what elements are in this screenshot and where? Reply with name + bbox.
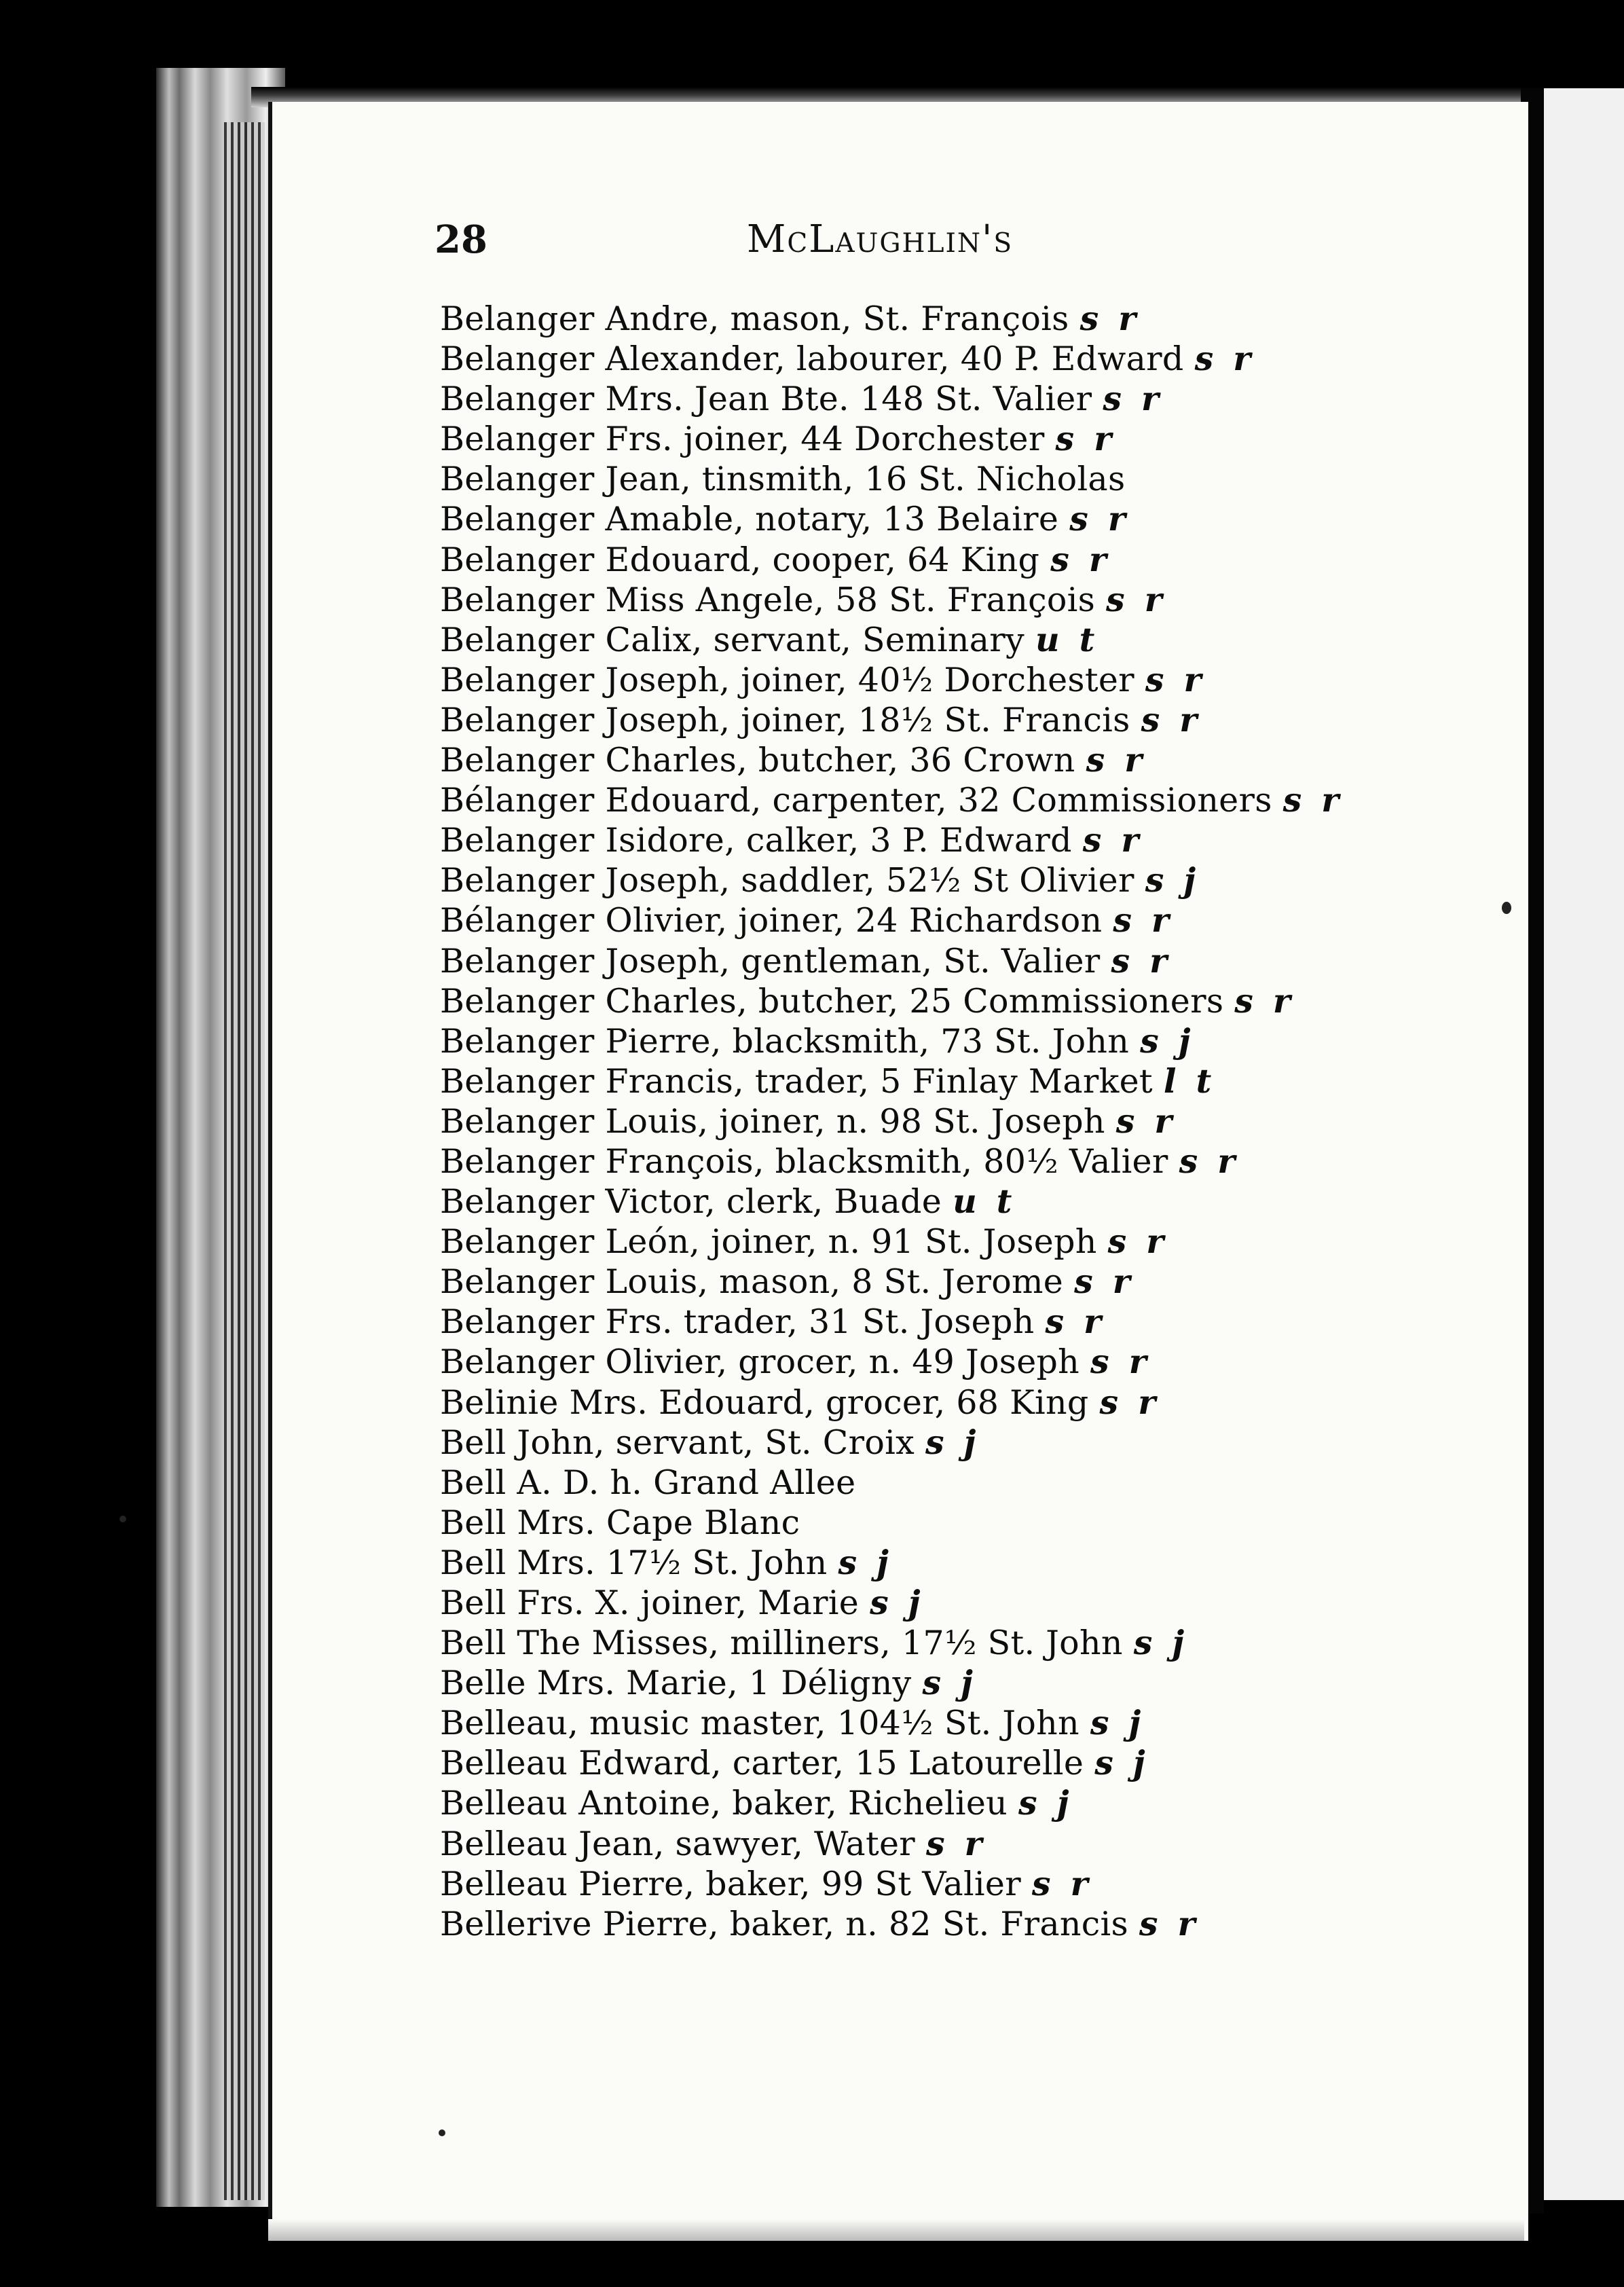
- entry-text: Belanger Olivier, grocer, n. 49 Joseph: [440, 1342, 1080, 1382]
- directory-entry: [440, 900, 1499, 940]
- entry-text: Belleau Antoine, baker, Richelieu: [440, 1784, 1008, 1823]
- entry-ward-code: l t: [1163, 1061, 1216, 1101]
- entry-text: Belanger Andre, mason, St. François: [440, 299, 1069, 338]
- entry-text: Belinie Mrs. Edouard, grocer, 68 King: [440, 1383, 1089, 1422]
- directory-entry: [440, 1623, 1499, 1663]
- entry-text: Belanger Pierre, blacksmith, 73 St. John: [440, 1021, 1130, 1061]
- entry-text: Belanger Louis, joiner, n. 98 St. Joseph: [440, 1101, 1105, 1141]
- entry-text: Belanger Miss Angele, 58 St. François: [440, 580, 1096, 619]
- entry-text: Belanger François, blacksmith, 80½ Valier: [440, 1141, 1168, 1181]
- directory-entry: [440, 1703, 1499, 1743]
- directory-entry: [440, 1423, 1499, 1463]
- entry-text: Bellerive Pierre, baker, n. 82 St. Francis: [440, 1904, 1128, 1943]
- entry-ward-code: s j: [1018, 1783, 1073, 1823]
- directory-entry: [440, 860, 1499, 900]
- directory-entry: [440, 1021, 1499, 1061]
- entry-ward-code: s r: [1194, 339, 1255, 379]
- entry-text: Belanger Joseph, gentleman, St. Valier: [440, 941, 1101, 981]
- directory-entry: [440, 1182, 1499, 1222]
- entry-text: Belanger Victor, clerk, Buade: [440, 1182, 942, 1222]
- entry-text: Belle Mrs. Marie, 1 Déligny: [440, 1664, 912, 1703]
- directory-entry: [440, 339, 1499, 379]
- entry-text: Belanger Louis, mason, 8 St. Jerome: [440, 1262, 1064, 1302]
- entry-text: Bell A. D. h. Grand Allee: [440, 1463, 856, 1502]
- entry-text: Belanger Charles, butcher, 36 Crown: [440, 741, 1075, 780]
- entry-text: Bell The Misses, milliners, 17½ St. John: [440, 1624, 1123, 1663]
- entry-ward-code: s r: [1086, 740, 1147, 780]
- entry-ward-code: u t: [1035, 619, 1099, 659]
- entry-text: Belanger Amable, notary, 13 Belaire: [440, 500, 1059, 539]
- directory-entry: [440, 620, 1499, 660]
- entry-text: Belleau, music master, 104½ St. John: [440, 1704, 1079, 1743]
- entry-ward-code: s r: [1090, 1342, 1151, 1382]
- page-number: 28: [435, 217, 487, 262]
- entry-ward-code: s r: [1106, 579, 1166, 619]
- entry-text: Belanger Alexander, labourer, 40 P. Edward: [440, 340, 1184, 379]
- directory-entry: [440, 580, 1499, 620]
- entry-ward-code: s r: [1099, 1382, 1160, 1422]
- directory-entry: [440, 1383, 1499, 1423]
- entry-ward-code: s r: [1234, 981, 1295, 1021]
- entry-ward-code: s j: [925, 1422, 980, 1462]
- directory-entry: [440, 1583, 1499, 1623]
- entry-ward-code: s r: [1111, 940, 1171, 981]
- entry-ward-code: s r: [1179, 1141, 1240, 1181]
- entry-ward-code: s r: [1282, 780, 1344, 820]
- directory-entry: [440, 1904, 1499, 1944]
- entry-text: Belanger Isidore, calker, 3 P. Edward: [440, 821, 1072, 860]
- directory-entry: [440, 820, 1499, 860]
- directory-entry: [440, 459, 1499, 499]
- entry-text: Bell Mrs. 17½ St. John: [440, 1543, 828, 1582]
- entry-ward-code: u t: [953, 1182, 1016, 1222]
- entry-ward-code: s j: [838, 1542, 893, 1582]
- entry-text: Bell Frs. X. joiner, Marie: [440, 1584, 860, 1622]
- book-page-stack: [224, 122, 265, 2200]
- entry-text: Bell John, servant, St. Croix: [440, 1423, 915, 1462]
- entry-text: Bélanger Edouard, carpenter, 32 Commissioners: [440, 781, 1272, 820]
- directory-entry: [440, 740, 1499, 780]
- directory-entry: [440, 1061, 1499, 1101]
- facing-page-edge: [1544, 88, 1624, 2200]
- entry-text: Belleau Edward, carter, 15 Latourelle: [440, 1744, 1084, 1783]
- directory-entry: [440, 1543, 1499, 1583]
- entry-text: Belleau Pierre, baker, 99 St Valier: [440, 1864, 1021, 1903]
- directory-entry: [440, 941, 1499, 981]
- entry-ward-code: s r: [1082, 820, 1143, 860]
- directory-entry: [440, 780, 1499, 820]
- directory-entry: [440, 1503, 1499, 1543]
- entry-text: Belanger Jean, tinsmith, 16 St. Nicholas: [440, 460, 1126, 499]
- speck-mark: [1502, 902, 1511, 914]
- entry-ward-code: s r: [1069, 499, 1130, 539]
- entry-ward-code: s j: [1140, 1021, 1195, 1061]
- directory-entries: [440, 299, 1499, 1944]
- directory-entry: [440, 379, 1499, 419]
- entry-ward-code: s r: [1045, 1302, 1105, 1342]
- entry-ward-code: s r: [1074, 1262, 1134, 1302]
- entry-ward-code: s r: [1079, 299, 1141, 338]
- entry-ward-code: s j: [1133, 1623, 1189, 1663]
- directory-entry: [440, 1463, 1499, 1503]
- directory-entry: [440, 419, 1499, 459]
- directory-entry: [440, 1262, 1499, 1302]
- entry-ward-code: s j: [1094, 1743, 1149, 1783]
- entry-ward-code: s r: [1050, 539, 1111, 579]
- speck-mark: [119, 1516, 126, 1522]
- entry-text: Belanger León, joiner, n. 91 St. Joseph: [440, 1222, 1097, 1262]
- directory-entry: [440, 1141, 1499, 1182]
- entry-ward-code: s r: [1055, 419, 1116, 459]
- entry-ward-code: s r: [1141, 699, 1202, 739]
- directory-entry: [440, 1663, 1499, 1703]
- directory-entry: [440, 981, 1499, 1021]
- running-title: McLaughlin's: [747, 217, 1014, 261]
- entry-ward-code: s r: [1139, 1903, 1200, 1943]
- entry-text: Belanger Frs. joiner, 44 Dorchester: [440, 420, 1045, 459]
- book-page-edges: [156, 68, 285, 2207]
- directory-entry: [440, 1342, 1499, 1382]
- entry-text: Belanger Joseph, joiner, 18½ St. Francis: [440, 700, 1130, 739]
- directory-entry: [440, 1824, 1499, 1864]
- entry-text: Belanger Charles, butcher, 25 Commissioners: [440, 981, 1224, 1021]
- entry-text: Belanger Joseph, saddler, 52½ St Olivier: [440, 861, 1134, 900]
- entry-text: Belanger Francis, trader, 5 Finlay Market: [440, 1061, 1153, 1101]
- directory-entry: [440, 1302, 1499, 1342]
- entry-ward-code: s r: [1113, 900, 1173, 940]
- directory-entry: [440, 540, 1499, 580]
- entry-ward-code: s r: [1031, 1863, 1092, 1903]
- directory-entry: [440, 1101, 1499, 1141]
- entry-ward-code: s r: [925, 1823, 986, 1863]
- entry-ward-code: s r: [1145, 659, 1206, 699]
- entry-ward-code: s j: [1145, 860, 1200, 900]
- entry-text: Belanger Calix, servant, Seminary: [440, 620, 1025, 659]
- entry-text: Belanger Joseph, joiner, 40½ Dorchester: [440, 660, 1134, 699]
- directory-entry: [440, 700, 1499, 740]
- directory-entry: [440, 299, 1499, 339]
- page-header: [435, 209, 1317, 270]
- directory-entry: [440, 1743, 1499, 1783]
- entry-ward-code: s r: [1107, 1222, 1168, 1262]
- entry-ward-code: s r: [1115, 1101, 1177, 1141]
- entry-ward-code: s j: [870, 1583, 925, 1622]
- directory-entry: [440, 660, 1499, 700]
- entry-ward-code: s j: [922, 1663, 977, 1703]
- speck-mark: [439, 2129, 445, 2136]
- directory-entry: [440, 1783, 1499, 1823]
- entry-text: Bell Mrs. Cape Blanc: [440, 1503, 800, 1542]
- entry-text: Bélanger Olivier, joiner, 24 Richardson: [440, 901, 1103, 940]
- directory-entry: [440, 1864, 1499, 1904]
- directory-entry: [440, 1222, 1499, 1262]
- entry-text: Belanger Mrs. Jean Bte. 148 St. Valier: [440, 380, 1092, 419]
- entry-ward-code: s r: [1103, 379, 1163, 419]
- entry-text: Belanger Frs. trader, 31 St. Joseph: [440, 1302, 1035, 1342]
- entry-text: Belleau Jean, sawyer, Water: [440, 1824, 915, 1863]
- page-bottom-shadow: [268, 2219, 1524, 2241]
- entry-ward-code: s j: [1090, 1703, 1145, 1743]
- directory-entry: [440, 499, 1499, 539]
- entry-text: Belanger Edouard, cooper, 64 King: [440, 540, 1040, 579]
